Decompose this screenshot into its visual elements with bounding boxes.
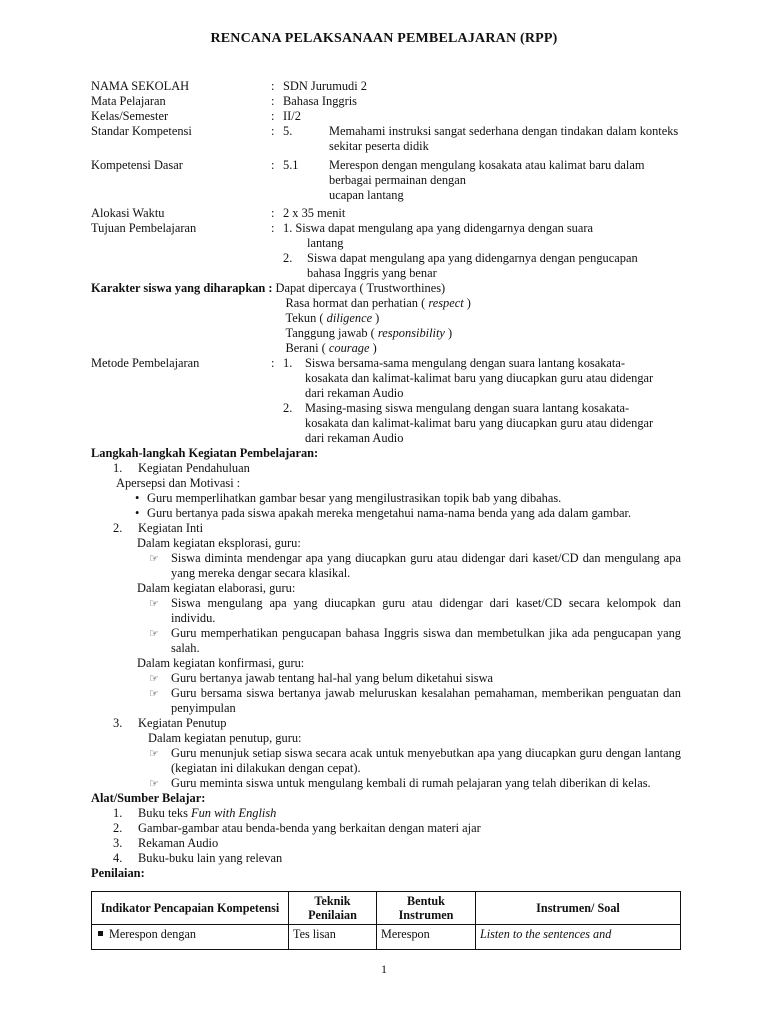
penutup-title: Kegiatan Penutup bbox=[138, 716, 227, 730]
tujuan-item-1-cont: lantang bbox=[307, 236, 344, 250]
column-header: Teknik Penilaian bbox=[289, 892, 377, 925]
pointing-hand-icon: ☞ bbox=[149, 687, 159, 700]
alat-num: 3. bbox=[113, 836, 123, 850]
alat-item bbox=[91, 821, 681, 836]
column-header: Indikator Pencapaian Kompetensi bbox=[92, 892, 289, 925]
karakter-item bbox=[276, 341, 681, 356]
langkah-heading: Langkah-langkah Kegiatan Pembelajaran: bbox=[91, 446, 319, 460]
eksplorasi-item bbox=[91, 551, 681, 581]
tujuan-list bbox=[283, 221, 681, 281]
colon: : bbox=[271, 94, 275, 108]
bullet-dot: • bbox=[135, 491, 140, 505]
karakter-em: responsibility bbox=[377, 326, 445, 340]
karakter-section bbox=[91, 281, 681, 356]
metode-num: 1. bbox=[283, 356, 293, 370]
pendahuluan-heading bbox=[91, 461, 681, 476]
eksplorasi-label: Dalam kegiatan eksplorasi, guru: bbox=[137, 536, 301, 550]
bullet-text: Guru bertanya pada siswa apakah mereka mengetahui nama-nama benda yang ada dalam gambar. bbox=[147, 506, 632, 520]
tujuan-item-1: 1. Siswa dapat mengulang apa yang didengarnya dengan suara bbox=[283, 221, 594, 235]
cell-text: Merespon dengan bbox=[109, 927, 196, 941]
karakter-item bbox=[276, 326, 681, 341]
karakter-list bbox=[276, 281, 681, 356]
metode-item bbox=[283, 356, 681, 401]
bullet-text: Guru memperlihatkan gambar besar yang mengilustrasikan topik bab yang dibahas. bbox=[147, 491, 562, 505]
karakter-text: Berani ( bbox=[285, 341, 329, 355]
label-tujuan-pembelajaran: Tujuan Pembelajaran bbox=[91, 221, 197, 235]
penutup-text: Guru menunjuk setiap siswa secara acak untuk menyebutkan apa yang diucapkan guru dengan lantang (kegiatan ini dilakukan dengan cepat). bbox=[171, 746, 681, 775]
value-standar-kompetensi: Memahami instruksi sangat sederhana dengan tindakan dalam konteks sekitar peserta didik bbox=[329, 124, 679, 153]
inti-num: 2. bbox=[113, 521, 123, 535]
alat-item bbox=[91, 836, 681, 851]
tujuan-item-2-num: 2. bbox=[283, 251, 293, 265]
row-standar-kompetensi bbox=[91, 124, 681, 154]
label-mata-pelajaran: Mata Pelajaran bbox=[91, 94, 166, 108]
alat-num: 4. bbox=[113, 851, 123, 865]
table-cell: Tes lisan bbox=[289, 925, 377, 950]
alat-text: Gambar-gambar atau benda-benda yang berkaitan dengan materi ajar bbox=[138, 821, 481, 835]
kd-text-2: ucapan lantang bbox=[329, 188, 404, 202]
table-cell: Merespon bbox=[377, 925, 476, 950]
karakter-text: Tanggung jawab ( bbox=[285, 326, 378, 340]
document-body bbox=[91, 79, 681, 881]
value-nama-sekolah: SDN Jurumudi 2 bbox=[283, 79, 367, 93]
pendahuluan-bullet bbox=[91, 491, 681, 506]
eksplorasi-text: Siswa diminta mendengar apa yang diucapkan guru atau didengar dari kaset/CD dan mengulang apa yang mereka dengar secara klasikal. bbox=[171, 551, 681, 580]
pointing-hand-icon: ☞ bbox=[149, 777, 159, 790]
pointing-hand-icon: ☞ bbox=[149, 597, 159, 610]
label-nama-sekolah: NAMA SEKOLAH bbox=[91, 79, 190, 93]
colon: : bbox=[271, 356, 275, 370]
kd-text-1: Merespon dengan mengulang kosakata atau kalimat baru dalam berbagai permainan dengan bbox=[329, 158, 645, 187]
penutup-heading bbox=[91, 716, 681, 731]
karakter-text: ) bbox=[369, 341, 377, 355]
penutup-item bbox=[91, 776, 681, 791]
alat-heading: Alat/Sumber Belajar: bbox=[91, 791, 206, 805]
label-kompetensi-dasar: Kompetensi Dasar bbox=[91, 158, 183, 172]
row-alokasi-waktu bbox=[91, 206, 681, 221]
pendahuluan-bullet bbox=[91, 506, 681, 521]
penutup-item bbox=[91, 746, 681, 776]
alat-text: Buku-buku lain yang relevan bbox=[138, 851, 283, 865]
karakter-em: courage bbox=[328, 341, 370, 355]
alat-num: 2. bbox=[113, 821, 123, 835]
inti-heading bbox=[91, 521, 681, 536]
karakter-text: ) bbox=[444, 326, 453, 340]
karakter-em: diligence bbox=[326, 311, 373, 325]
penutup-label: Dalam kegiatan penutup, guru: bbox=[148, 731, 302, 745]
pointing-hand-icon: ☞ bbox=[149, 672, 159, 685]
metode-list bbox=[283, 356, 681, 446]
colon: : bbox=[271, 206, 275, 220]
table-header-row bbox=[92, 892, 681, 925]
penilaian-heading: Penilaian: bbox=[91, 866, 145, 880]
penutup-num: 3. bbox=[113, 716, 123, 730]
tujuan-item-2 bbox=[283, 251, 681, 281]
table-row bbox=[92, 925, 681, 950]
karakter-text: Rasa hormat dan perhatian ( bbox=[285, 296, 429, 310]
bullet-dot: • bbox=[135, 506, 140, 520]
konfirmasi-text: Guru bertanya jawab tentang hal-hal yang belum diketahui siswa bbox=[171, 671, 494, 685]
value-kompetensi-dasar bbox=[329, 158, 681, 203]
pointing-hand-icon: ☞ bbox=[149, 627, 159, 640]
colon: : bbox=[271, 158, 275, 172]
row-mata-pelajaran bbox=[91, 94, 681, 109]
alat-item bbox=[91, 806, 681, 821]
karakter-text: ) bbox=[463, 296, 471, 310]
colon: : bbox=[271, 79, 275, 93]
kd-number: 5.1 bbox=[283, 158, 299, 172]
alat-text: Rekaman Audio bbox=[138, 836, 219, 850]
karakter-item bbox=[276, 311, 681, 326]
sk-number: 5. bbox=[283, 124, 293, 138]
karakter-item bbox=[276, 296, 681, 311]
row-kelas-semester bbox=[91, 109, 681, 124]
karakter-item: Dapat dipercaya ( Trustworthines) bbox=[275, 281, 446, 295]
value-alokasi-waktu: 2 x 35 menit bbox=[283, 206, 346, 220]
row-kompetensi-dasar bbox=[91, 158, 681, 203]
column-header: Instrumen/ Soal bbox=[476, 892, 681, 925]
label-alokasi-waktu: Alokasi Waktu bbox=[91, 206, 165, 220]
row-nama-sekolah bbox=[91, 79, 681, 94]
value-mata-pelajaran: Bahasa Inggris bbox=[283, 94, 357, 108]
karakter-label: Karakter siswa yang diharapkan : bbox=[91, 281, 273, 295]
colon: : bbox=[271, 124, 275, 138]
document-title: RENCANA PELAKSANAAN PEMBELAJARAN (RPP) bbox=[210, 31, 558, 46]
penilaian-table bbox=[91, 891, 681, 950]
metode-num: 2. bbox=[283, 401, 293, 415]
apersepsi-label: Apersepsi dan Motivasi : bbox=[116, 476, 241, 490]
table-cell bbox=[476, 925, 681, 950]
colon: : bbox=[271, 221, 275, 235]
label-metode-pembelajaran: Metode Pembelajaran bbox=[91, 356, 200, 370]
alat-num: 1. bbox=[113, 806, 123, 820]
row-tujuan-pembelajaran bbox=[91, 221, 681, 281]
karakter-text: Tekun ( bbox=[285, 311, 327, 325]
table-cell bbox=[92, 925, 289, 950]
colon: : bbox=[271, 109, 275, 123]
value-kelas-semester: II/2 bbox=[283, 109, 301, 123]
pointing-hand-icon: ☞ bbox=[149, 552, 159, 565]
konfirmasi-text: Guru bersama siswa bertanya jawab meluruskan kesalahan pemahaman, memberikan penguatan dan penyimpulan bbox=[171, 686, 681, 715]
pointing-hand-icon: ☞ bbox=[149, 747, 159, 760]
inti-title: Kegiatan Inti bbox=[138, 521, 204, 535]
elaborasi-text: Guru memperhatikan pengucapan bahasa Inggris siswa dan membetulkan jika ada pengucapan yang salah. bbox=[171, 626, 681, 655]
metode-item bbox=[283, 401, 681, 446]
label-kelas-semester: Kelas/Semester bbox=[91, 109, 169, 123]
penutup-text: Guru meminta siswa untuk mengulang kembali di rumah pelajaran yang telah diberikan di kelas. bbox=[171, 776, 651, 790]
square-bullet-icon bbox=[98, 931, 103, 936]
alat-text bbox=[138, 806, 276, 821]
column-header: Bentuk Instrumen bbox=[377, 892, 476, 925]
cell-text: Listen to the sentences and bbox=[480, 927, 612, 941]
label-standar-kompetensi: Standar Kompetensi bbox=[91, 124, 192, 138]
metode-text: Siswa bersama-sama mengulang dengan suara lantang kosakata-kosakata dan kalimat-kalimat baru yang diucapkan guru atau didengar dari rekaman Audio bbox=[305, 356, 654, 400]
row-metode-pembelajaran bbox=[91, 356, 681, 446]
elaborasi-text: Siswa mengulang apa yang diucapkan guru atau didengar dari kaset/CD secara kelompok dan individu. bbox=[171, 596, 681, 625]
karakter-em: respect bbox=[428, 296, 464, 310]
alat-text-plain: Buku teks bbox=[138, 806, 192, 820]
pendahuluan-num: 1. bbox=[113, 461, 123, 475]
elaborasi-label: Dalam kegiatan elaborasi, guru: bbox=[137, 581, 296, 595]
alat-item bbox=[91, 851, 681, 866]
elaborasi-item bbox=[91, 596, 681, 626]
page-number: 1 bbox=[381, 962, 387, 976]
elaborasi-item bbox=[91, 626, 681, 656]
karakter-text: ) bbox=[372, 311, 380, 325]
metode-text: Masing-masing siswa mengulang dengan suara lantang kosakata-kosakata dan kalimat-kalimat baru yang diucapkan guru atau didengar dari rekaman Audio bbox=[305, 401, 654, 445]
konfirmasi-item bbox=[91, 671, 681, 686]
pendahuluan-title: Kegiatan Pendahuluan bbox=[138, 461, 250, 475]
tujuan-item-2-text: Siswa dapat mengulang apa yang didengarnya dengan pengucapan bahasa Inggris yang benar bbox=[307, 251, 638, 280]
alat-text-em: Fun with English bbox=[191, 806, 277, 820]
konfirmasi-item bbox=[91, 686, 681, 716]
konfirmasi-label: Dalam kegiatan konfirmasi, guru: bbox=[137, 656, 305, 670]
